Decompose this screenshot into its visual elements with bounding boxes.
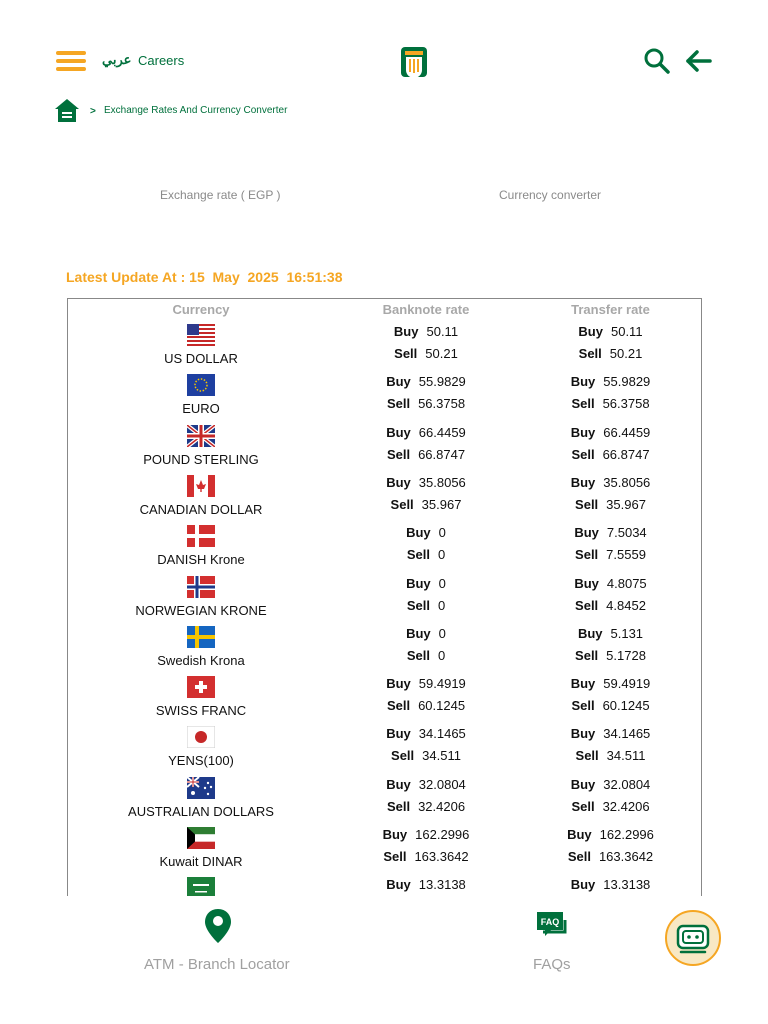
sell-label: Sell bbox=[575, 647, 599, 663]
buy-label: Buy bbox=[386, 776, 411, 792]
transfer-sell-line bbox=[518, 849, 702, 864]
banknote-buy-line bbox=[334, 626, 518, 641]
sell-label: Sell bbox=[571, 798, 595, 814]
sell-value: 4.8452 bbox=[606, 597, 646, 613]
currency-name: Kuwait DINAR bbox=[159, 854, 243, 869]
transfer-buy-line bbox=[518, 324, 702, 339]
buy-label: Buy bbox=[570, 877, 596, 893]
buy-value: 66.4459 bbox=[603, 424, 651, 440]
buy-label: Buy bbox=[570, 776, 596, 792]
buy-label: Buy bbox=[567, 827, 592, 842]
banknote-rate-cell bbox=[334, 374, 518, 424]
buy-label: Buy bbox=[577, 625, 603, 641]
atm-branch-locator-link[interactable]: ATM - Branch Locator bbox=[144, 956, 290, 973]
buy-value: 66.4459 bbox=[418, 424, 466, 440]
sell-label: Sell bbox=[406, 547, 430, 563]
banknote-rate-cell bbox=[334, 827, 518, 877]
sell-label: Sell bbox=[394, 346, 418, 361]
transfer-sell-line bbox=[518, 396, 702, 411]
banknote-sell-line bbox=[334, 849, 518, 864]
buy-value: 7.5034 bbox=[606, 525, 647, 541]
sell-label: Sell bbox=[571, 446, 595, 462]
buy-label: Buy bbox=[386, 374, 411, 390]
sell-value: 35.967 bbox=[421, 496, 462, 512]
sell-label: Sell bbox=[578, 346, 602, 361]
transfer-buy-line bbox=[518, 827, 702, 842]
buy-label: Buy bbox=[578, 324, 603, 339]
banknote-buy-line bbox=[334, 576, 518, 591]
tab-currency-converter[interactable]: Currency converter bbox=[499, 188, 602, 202]
buy-label: Buy bbox=[570, 474, 596, 490]
sell-label: Sell bbox=[575, 496, 599, 512]
table-row bbox=[68, 626, 702, 676]
careers-link[interactable]: Careers bbox=[138, 53, 185, 68]
search-icon[interactable] bbox=[643, 47, 671, 75]
buy-value: 50.11 bbox=[610, 324, 643, 339]
transfer-rate-cell bbox=[518, 576, 702, 626]
sell-value: 34.511 bbox=[606, 748, 646, 764]
sell-value: 66.8747 bbox=[602, 446, 650, 462]
transfer-rate-cell bbox=[518, 374, 702, 424]
transfer-rate-cell bbox=[518, 777, 702, 827]
buy-value: 55.9829 bbox=[418, 374, 466, 390]
sell-value: 60.1245 bbox=[418, 698, 466, 714]
buy-label: Buy bbox=[570, 374, 596, 390]
banknote-rate-cell bbox=[334, 676, 518, 726]
sell-label: Sell bbox=[391, 748, 415, 764]
banknote-buy-line bbox=[334, 475, 518, 490]
buy-value: 59.4919 bbox=[418, 676, 466, 692]
sell-label: Sell bbox=[575, 547, 599, 563]
location-pin-icon[interactable] bbox=[204, 908, 232, 944]
transfer-rate-cell bbox=[518, 676, 702, 726]
sell-label: Sell bbox=[571, 698, 595, 714]
table-row bbox=[68, 827, 702, 877]
sell-value: 0 bbox=[437, 547, 446, 563]
transfer-buy-line bbox=[518, 525, 702, 540]
chatbot-button[interactable] bbox=[665, 910, 721, 966]
banknote-sell-line bbox=[334, 698, 518, 713]
header-banknote-rate: Banknote rate bbox=[382, 302, 470, 317]
sell-value: 66.8747 bbox=[418, 446, 466, 462]
buy-value: 0 bbox=[438, 575, 446, 591]
sell-value: 34.511 bbox=[422, 748, 461, 764]
table-row bbox=[68, 475, 702, 525]
bank-logo-icon[interactable] bbox=[400, 46, 428, 78]
eu-flag-icon bbox=[187, 374, 215, 396]
buy-label: Buy bbox=[570, 726, 596, 742]
buy-value: 4.8075 bbox=[606, 575, 647, 591]
banknote-rate-cell bbox=[334, 626, 518, 676]
banknote-buy-line bbox=[334, 726, 518, 741]
buy-label: Buy bbox=[386, 424, 411, 440]
sell-label: Sell bbox=[571, 396, 595, 412]
buy-label: Buy bbox=[386, 676, 411, 692]
banknote-buy-line bbox=[334, 324, 518, 339]
banknote-sell-line bbox=[334, 799, 518, 814]
buy-value: 50.11 bbox=[426, 324, 459, 339]
sell-value: 163.3642 bbox=[598, 849, 654, 864]
buy-label: Buy bbox=[406, 525, 431, 541]
home-icon[interactable] bbox=[54, 98, 80, 124]
transfer-rate-cell bbox=[518, 475, 702, 525]
currency-name: US DOLLAR bbox=[164, 351, 238, 366]
banknote-rate-cell bbox=[334, 726, 518, 776]
transfer-sell-line bbox=[518, 497, 702, 512]
transfer-buy-line bbox=[518, 374, 702, 389]
banknote-rate-cell bbox=[334, 324, 518, 374]
faqs-link[interactable]: FAQs bbox=[533, 956, 571, 973]
sell-value: 0 bbox=[437, 597, 446, 613]
faq-icon[interactable] bbox=[535, 910, 569, 942]
buy-value: 55.9829 bbox=[603, 374, 651, 390]
sell-label: Sell bbox=[386, 798, 411, 814]
buy-value: 35.8056 bbox=[603, 474, 651, 490]
banknote-buy-line bbox=[334, 525, 518, 540]
saudi-flag-icon bbox=[187, 877, 215, 896]
buy-label: Buy bbox=[574, 525, 599, 541]
table-row bbox=[68, 576, 702, 626]
buy-label: Buy bbox=[570, 676, 596, 692]
norway-flag-icon bbox=[187, 576, 215, 598]
buy-label: Buy bbox=[382, 827, 408, 842]
sell-value: 56.3758 bbox=[602, 396, 650, 412]
buy-label: Buy bbox=[406, 575, 431, 591]
sweden-flag-icon bbox=[187, 626, 215, 648]
transfer-buy-line bbox=[518, 425, 702, 440]
denmark-flag-icon bbox=[187, 525, 215, 547]
sell-value: 35.967 bbox=[606, 496, 646, 512]
sell-label: Sell bbox=[386, 396, 411, 412]
banknote-sell-line bbox=[334, 598, 518, 613]
currency-name: YENS(100) bbox=[168, 753, 234, 769]
table-row bbox=[68, 374, 702, 424]
kuwait-flag-icon bbox=[187, 827, 215, 849]
japan-flag-icon bbox=[187, 726, 215, 748]
banknote-buy-line bbox=[334, 827, 518, 842]
chatbot-robot-icon bbox=[667, 912, 719, 964]
buy-value: 32.0804 bbox=[603, 776, 651, 792]
buy-label: Buy bbox=[386, 726, 411, 742]
currency-name: POUND STERLING bbox=[143, 451, 259, 467]
sell-label: Sell bbox=[386, 698, 411, 714]
uk-flag-icon bbox=[187, 425, 215, 447]
table-row bbox=[68, 425, 702, 475]
sell-value: 163.3642 bbox=[414, 849, 469, 864]
buy-value: 32.0804 bbox=[418, 776, 466, 792]
sell-label: Sell bbox=[386, 446, 411, 462]
banknote-sell-line bbox=[334, 748, 518, 763]
banknote-rate-cell bbox=[334, 877, 518, 896]
tab-exchange-rate[interactable]: Exchange rate ( EGP ) bbox=[160, 188, 281, 202]
transfer-sell-line bbox=[518, 799, 702, 814]
sell-label: Sell bbox=[575, 597, 599, 613]
transfer-sell-line bbox=[518, 346, 702, 361]
sell-label: Sell bbox=[406, 647, 430, 663]
buy-value: 13.3138 bbox=[418, 877, 466, 893]
transfer-buy-line bbox=[518, 576, 702, 591]
banknote-rate-cell bbox=[334, 425, 518, 475]
sell-value: 32.4206 bbox=[418, 798, 466, 814]
buy-value: 35.8056 bbox=[418, 474, 466, 490]
australia-flag-icon bbox=[187, 777, 215, 799]
buy-value: 13.3138 bbox=[603, 877, 651, 893]
table-row bbox=[68, 877, 702, 896]
header bbox=[0, 0, 768, 95]
transfer-sell-line bbox=[518, 447, 702, 462]
canada-flag-icon bbox=[187, 475, 215, 497]
sell-value: 5.1728 bbox=[606, 647, 646, 663]
table-row bbox=[68, 726, 702, 776]
currency-name: NORWEGIAN KRONE bbox=[135, 602, 267, 618]
banknote-sell-line bbox=[334, 648, 518, 663]
transfer-sell-line bbox=[518, 598, 702, 613]
us-flag-icon bbox=[187, 324, 215, 346]
sell-value: 50.21 bbox=[425, 346, 458, 361]
back-arrow-icon[interactable] bbox=[684, 48, 712, 74]
sell-value: 60.1245 bbox=[602, 698, 650, 714]
exchange-rates-table bbox=[67, 298, 702, 896]
table-row bbox=[68, 525, 702, 575]
table-row bbox=[68, 324, 702, 374]
table-row bbox=[68, 777, 702, 827]
sell-label: Sell bbox=[567, 849, 591, 864]
buy-value: 0 bbox=[438, 525, 446, 541]
transfer-buy-line bbox=[518, 475, 702, 490]
transfer-buy-line bbox=[518, 626, 702, 641]
sell-value: 32.4206 bbox=[602, 798, 650, 814]
buy-label: Buy bbox=[406, 625, 431, 641]
transfer-buy-line bbox=[518, 877, 702, 892]
buy-value: 5.131 bbox=[610, 625, 644, 641]
buy-value: 162.2996 bbox=[415, 827, 470, 842]
banknote-buy-line bbox=[334, 877, 518, 892]
faq-badge-text: FAQ bbox=[540, 917, 560, 927]
banknote-sell-line bbox=[334, 547, 518, 562]
banknote-buy-line bbox=[334, 676, 518, 691]
transfer-buy-line bbox=[518, 676, 702, 691]
hamburger-menu-icon[interactable] bbox=[56, 51, 86, 71]
transfer-rate-cell bbox=[518, 626, 702, 676]
banknote-rate-cell bbox=[334, 525, 518, 575]
buy-value: 59.4919 bbox=[603, 676, 651, 692]
buy-label: Buy bbox=[386, 877, 411, 893]
buy-label: Buy bbox=[386, 474, 411, 490]
transfer-rate-cell bbox=[518, 425, 702, 475]
banknote-sell-line bbox=[334, 396, 518, 411]
latest-update-text: Latest Update At : 15 May 2025 16:51:38 bbox=[66, 269, 343, 285]
banknote-sell-line bbox=[334, 346, 518, 361]
transfer-sell-line bbox=[518, 698, 702, 713]
transfer-sell-line bbox=[518, 748, 702, 763]
sell-value: 50.21 bbox=[609, 346, 643, 361]
header-currency: Currency bbox=[172, 302, 230, 317]
sell-label: Sell bbox=[406, 597, 430, 613]
banknote-rate-cell bbox=[334, 576, 518, 626]
currency-name: CANADIAN DOLLAR bbox=[139, 501, 263, 517]
transfer-rate-cell bbox=[518, 726, 702, 776]
currency-name: DANISH Krone bbox=[157, 552, 245, 568]
banknote-sell-line bbox=[334, 497, 518, 512]
arabic-language-link[interactable]: عربي bbox=[102, 52, 132, 67]
sell-label: Sell bbox=[383, 849, 407, 864]
table-row bbox=[68, 676, 702, 726]
buy-value: 162.2996 bbox=[599, 827, 654, 842]
buy-value: 0 bbox=[438, 625, 446, 641]
sell-value: 7.5559 bbox=[606, 547, 646, 563]
sell-value: 56.3758 bbox=[418, 396, 466, 412]
transfer-rate-cell bbox=[518, 877, 702, 896]
transfer-sell-line bbox=[518, 648, 702, 663]
buy-label: Buy bbox=[570, 424, 596, 440]
banknote-rate-cell bbox=[334, 777, 518, 827]
bottom-navigation bbox=[0, 898, 768, 1024]
transfer-rate-cell bbox=[518, 324, 702, 374]
banknote-buy-line bbox=[334, 374, 518, 389]
breadcrumb-current: Exchange Rates And Currency Converter bbox=[104, 105, 288, 116]
sell-label: Sell bbox=[390, 496, 414, 512]
banknote-sell-line bbox=[334, 447, 518, 462]
currency-name: AUSTRALIAN DOLLARS bbox=[128, 803, 274, 819]
header-transfer-rate: Transfer rate bbox=[571, 302, 650, 317]
buy-label: Buy bbox=[393, 324, 419, 339]
currency-name: Swedish Krona bbox=[157, 652, 245, 668]
transfer-sell-line bbox=[518, 547, 702, 562]
banknote-buy-line bbox=[334, 425, 518, 440]
transfer-buy-line bbox=[518, 777, 702, 792]
swiss-flag-icon bbox=[187, 676, 215, 698]
currency-name: EURO bbox=[182, 401, 220, 417]
sell-label: Sell bbox=[575, 748, 599, 764]
breadcrumb-separator: > bbox=[90, 106, 96, 117]
currency-name: SWISS FRANC bbox=[155, 703, 247, 719]
sell-value: 0 bbox=[437, 647, 446, 663]
transfer-rate-cell bbox=[518, 525, 702, 575]
buy-value: 34.1465 bbox=[603, 726, 651, 742]
banknote-rate-cell bbox=[334, 475, 518, 525]
transfer-buy-line bbox=[518, 726, 702, 741]
buy-label: Buy bbox=[574, 575, 599, 591]
banknote-buy-line bbox=[334, 777, 518, 792]
transfer-rate-cell bbox=[518, 827, 702, 877]
buy-value: 34.1465 bbox=[418, 726, 466, 742]
